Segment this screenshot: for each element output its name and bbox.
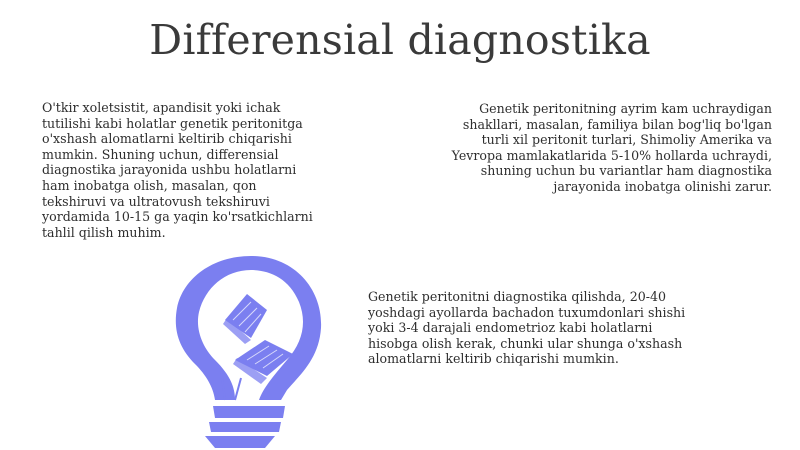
paragraph-bottom: Genetik peritonitni diagnostika qilishda, 20-40 yoshdagi ayollarda bachadon tuxumdonlari shishi yoki 3-4 darajali endometrioz kabi holatlarni hisobga olish kerak, chunki ular shunga o'xshash alomatlarni keltirib chiqarishi mumkin.: [368, 289, 686, 367]
slide-title: Differensial diagnostika: [149, 16, 651, 64]
paragraph-right: Genetik peritonitning ayrim kam uchraydigan shakllari, masalan, familiya bilan bog'liq bo'lgan turli xil peritonit turlari, Shimoliy Amerika va Yevropa mamlakatlarida 5-10% hollarda uchraydi, shuning uchun bu variantlar ham diagnostika jarayonida inobatga olinishi zarur.: [451, 101, 772, 194]
lightbulb-book-icon: [155, 250, 325, 450]
paragraph-left: O'tkir xoletsistit, apandisit yoki ichak tutilishi kabi holatlar genetik peritonitga o'xshash alomatlarni keltirib chiqarishi mumkin. Shuning uchun, differensial diagnostika jarayonida ushbu holatlarni ham inobatga olish, masalan, qon tekshiruvi va ultratovush tekshiruvi yordamida 10-15 ga yaqin ko'rsatkichlarni tahlil qilish muhim.: [42, 100, 313, 240]
